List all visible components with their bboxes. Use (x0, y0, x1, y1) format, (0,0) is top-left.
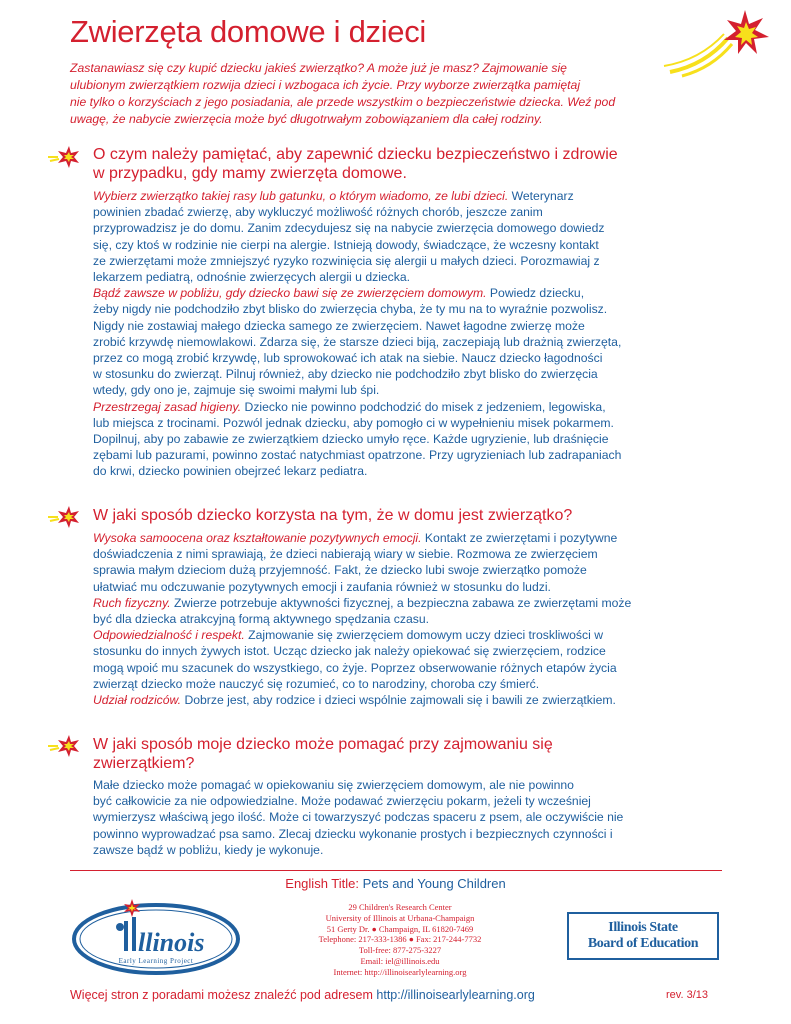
section-heading-helping (93, 735, 713, 773)
section-body-safety (93, 188, 723, 480)
iel-logo (70, 895, 242, 977)
paragraph-helping (93, 777, 723, 858)
text-line: Zwierze potrzebuje aktywności fizycznej, a bezpieczna zabawa ze zwierzętami może (170, 595, 632, 610)
text-line: być dla dziecka atrakcyjną formą aktywnego spędzania czasu. (93, 612, 430, 627)
isbe-line: Illinois State (608, 920, 678, 935)
text-line: Weterynarz (508, 189, 574, 203)
text-line: stosunku do innych żywych istot. Ucząc dziecko jak należy opiekować się zwierzęciem, rodzice (93, 644, 606, 659)
text-line: doświadczenia z nimi sprawiają, że dzieci nabierają wiary w siebie. Rozmowa ze zwierzęciem (93, 547, 598, 562)
paragraph-parents (93, 692, 723, 708)
heading-line: W jaki sposób moje dziecko może pomagać przy zajmowaniu się (93, 736, 553, 753)
text-line: ułatwiać mu odczuwanie pozytywnych emocji i zaufania również w stosunku do ludzi. (93, 579, 551, 594)
english-title (0, 876, 791, 891)
english-title-label: English Title: (285, 876, 359, 891)
phone-line: Telephone: 217-333-1386 ● Fax: 217-244-7732 (318, 934, 482, 945)
star-bullet-icon (48, 506, 80, 528)
text-line: przyprowadzisz je do domu. Zanim zdecydujesz się na nabycie zwierzęcia domowego dowiedz (93, 221, 605, 236)
isbe-logo (567, 912, 719, 960)
text-line: lekarzem pediatrą, odnośnie zwierzęcych alergii u dziecka. (93, 270, 411, 285)
text-line: sprawia małym dzieciom dużą przyjemność. Fakt, że dziecko lubi swoje zwierzątko pomoże (93, 563, 587, 578)
address-line: 29 Children's Research Center (348, 902, 452, 912)
text-line: Powiedz dziecku, (486, 286, 585, 301)
text-line: zawsze bądź w pobliżu, kiedy je wykonuje. (93, 842, 324, 857)
contact-info (265, 902, 535, 978)
text-line: w stosunku do zwierząt. Pilnuj również, aby dziecko nie podchodziło zbyt blisko do zwierzęcia (93, 367, 598, 382)
text-line: Dziecko nie powinno podchodzić do misek z jedzeniem, legowiska, (241, 399, 606, 414)
paragraph-stay-close (93, 285, 723, 398)
text-line: wymierzysz właściwą jego ilość. Może ci towarzyszyć podczas spaceru z psem, ale oczywiście nie (93, 810, 624, 825)
paragraph-choose-pet (93, 188, 723, 285)
tollfree-line: Toll-free: 877-275-3227 (358, 945, 442, 956)
paragraph-responsibility (93, 627, 723, 692)
intro-line: uwagę, że nabycie zwierzęcia może być długotrwałym zobowiązaniem dla całej rodziny. (70, 112, 543, 126)
paragraph-lead: Odpowiedzialność i respekt. (93, 628, 245, 643)
more-info-text: Więcej stron z poradami możesz znaleźć pod adresem (70, 988, 377, 1002)
text-line: powinno wyprowadzać psa samo. Zlecaj dziecku wykonanie prostych i bezpiecznych czynności i (93, 826, 613, 841)
address-line: University of Illinois at Urbana-Champaign (325, 912, 475, 923)
english-title-value: Pets and Young Children (358, 876, 506, 891)
star-bullet-icon (48, 735, 80, 757)
text-line: lub miejsca z trocinami. Pozwól jednak dziecku, aby pomogło ci w wypełnieniu misek pokarmem. (93, 415, 614, 430)
text-line: ze zwierzętami może zmniejszyć ryzyko rozwinięcia się alergii u małych dzieci. Porozmawiaj z (93, 253, 600, 268)
intro-line: nie tylko o korzyściach z jego posiadania, ale przede wszystkim o bezpieczeństwie dziecka. Weź pod (70, 95, 616, 109)
intro-line: Zastanawiasz się czy kupić dziecku jakieś zwierzątko? A może już je masz? Zajmowanie się (70, 61, 567, 75)
text-line: Nigdy nie zostawiaj małego dziecka samego ze zwierzęciem. Nawet łagodne zwierzę może (93, 318, 585, 333)
more-info-link[interactable]: http://illinoisearlylearning.org (376, 988, 535, 1002)
section-heading-safety (93, 145, 713, 183)
email-link[interactable]: Email: iel@illinois.edu (360, 955, 440, 966)
divider (70, 870, 722, 871)
logo-subtitle: Early Learning Project (118, 957, 194, 965)
star-bullet-icon (48, 146, 80, 168)
text-line: zrobić krzywdę niemowlakowi. Zdarza się, że starsze dzieci biją, zaczepiają lub drażnią zwierzęta, (93, 334, 622, 349)
text-line: Kontakt ze zwierzętami i pozytywne (421, 531, 618, 545)
paragraph-lead: Ruch fizyczny. (93, 595, 171, 610)
intro-line: ulubionym zwierzątkiem rozwija dzieci i wzbogaca ich życie. Przy wyborze zwierzątka pamiętaj (70, 78, 581, 92)
heading-line: zwierzątkiem? (93, 755, 195, 772)
paragraph-lead: Bądź zawsze w pobliżu, gdy dziecko bawi się ze zwierzęciem domowym. (93, 286, 487, 301)
isbe-line: Board of Education (587, 936, 699, 951)
paragraph-hygiene (93, 399, 723, 480)
text-line: przez co mogą zrobić krzywdę, lub sprowokować ich atak na siebie. Naucz dziecko łagodności (93, 351, 603, 366)
section-heading-benefits (93, 506, 713, 525)
page-title: Zwierzęta domowe i dzieci (70, 14, 427, 49)
text-line: zwierząt dziecko może nauczyć się rozumieć, co to narodziny, choroba czy śmierć. (93, 676, 540, 691)
heading-line: W jaki sposób dziecko korzysta na tym, że w domu jest zwierzątko? (93, 507, 573, 524)
text-line: Zajmowanie się zwierzęciem domowym uczy dzieci troskliwości w (244, 628, 604, 643)
heading-line: O czym należy pamiętać, aby zapewnić dziecku bezpieczeństwo i zdrowie (93, 146, 618, 163)
text-line: żeby nigdy nie podchodziło zbyt blisko do zwierzęcia chyba, że ty mu na to wyraźnie pozwolisz. (93, 302, 608, 317)
heading-line: w przypadku, gdy mamy zwierzęta domowe. (93, 165, 407, 182)
paragraph-lead: Udział rodziców. (93, 693, 182, 708)
logo-wordmark: llinois (138, 928, 205, 957)
paragraph-lead: Przestrzegaj zasad higieny. (93, 399, 242, 414)
paragraph-lead: Wybierz zwierzątko takiej rasy lub gatunku, o którym wiadomo, ze lubi dzieci. (93, 189, 509, 203)
paragraph-self-esteem (93, 530, 723, 595)
text-line: się, czy ktoś w rodzinie nie cierpi na alergie. Istnieją dowody, świadczące, że wczesny kontakt (93, 237, 599, 252)
intro-text (70, 60, 695, 128)
text-line: Dopilnuj, aby po zabawie ze zwierzątkiem dziecko umyło ręce. Każde ugryzienie, lub draśnięcie (93, 432, 609, 447)
text-line: powinien zbadać zwierzę, aby wykluczyć możliwość różnych chorób, jeszcze zanim (93, 205, 543, 220)
section-body-benefits (93, 530, 723, 708)
text-line: Dobrze jest, aby rodzice i dzieci wspólnie zajmowali się i bawili ze zwierzątkiem. (181, 693, 616, 708)
text-line: zębami lub pazurami, powinno zostać natychmiast opatrzone. Przy ugryzieniach lub zadrapaniach (93, 448, 622, 463)
revision-label: rev. 3/13 (666, 989, 708, 1001)
address-line: 51 Gerty Dr. ● Champaign, IL 61820-7469 (326, 923, 474, 934)
paragraph-physical (93, 595, 723, 627)
text-line: do krwi, dziecko powinien obejrzeć lekarz pediatra. (93, 464, 368, 479)
section-body-helping (93, 777, 723, 858)
text-line: Małe dziecko może pomagać w opiekowaniu się zwierzęciem domowym, ale nie powinno (93, 778, 574, 792)
website-link[interactable]: Internet: http://illinoisearlylearning.org (333, 966, 467, 977)
text-line: wtedy, gdy ono je, zajmuje się swoimi małymi lub śpi. (93, 383, 380, 398)
text-line: mogą wpoić mu szacunek do wszystkiego, co żyje. Poprzez obserwowanie różnych etapów życia (93, 660, 617, 675)
paragraph-lead: Wysoka samoocena oraz kształtowanie pozytywnych emocji. (93, 531, 422, 545)
text-line: być całkowicie za nie odpowiedzialne. Może podawać zwierzęciu pokarm, jeżeli ty wcześniej (93, 794, 591, 809)
more-info-footer (70, 988, 535, 1002)
